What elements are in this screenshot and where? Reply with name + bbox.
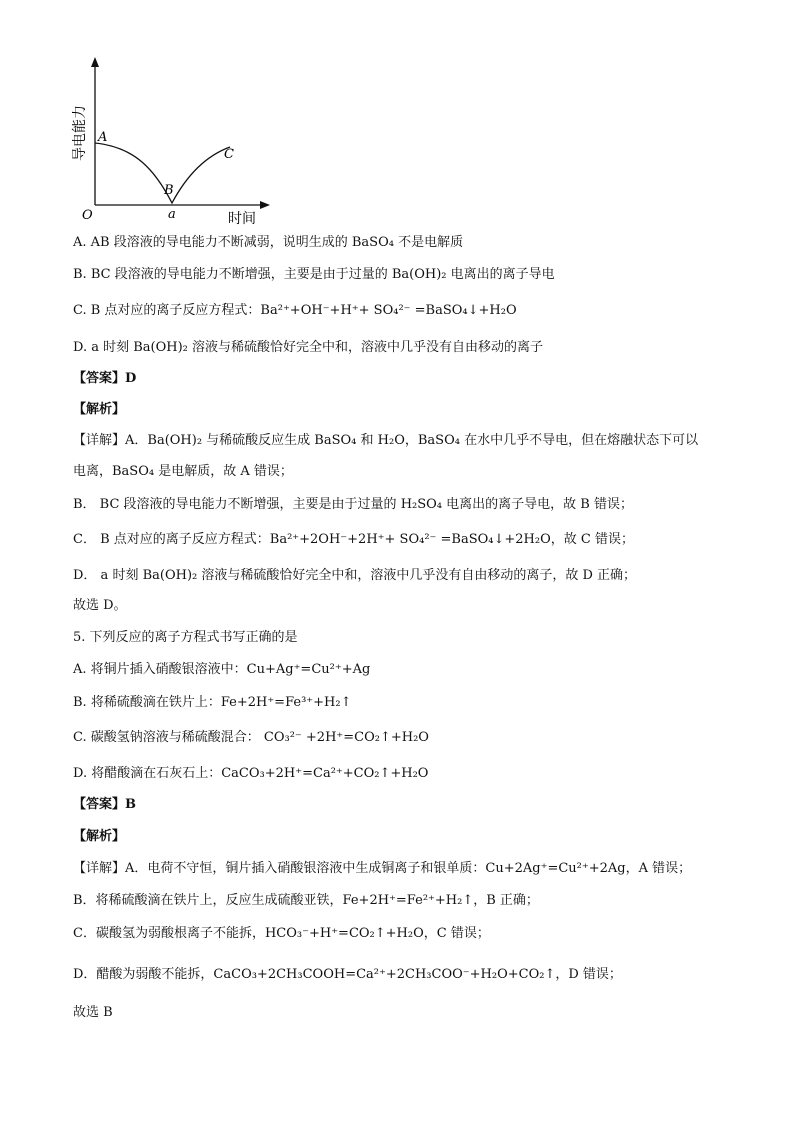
q5-detail-1: 【详解】A．电荷不守恒，铜片插入硝酸银溶液中生成铜离子和银单质：Cu+2Ag⁺=Cu²⁺+2Ag，A 错误； bbox=[73, 861, 692, 876]
q4-detail-3: B． BC 段溶液的导电能力不断增强，主要是由于过量的 H₂SO₄ 电离出的离子导电，故 B 错误； bbox=[73, 497, 633, 512]
q5-answer: 【答案】B bbox=[73, 797, 136, 812]
conductivity-graph bbox=[60, 55, 280, 230]
q4-detail-2: 电离，BaSO₄ 是电解质，故 A 错误； bbox=[73, 464, 293, 479]
q4-option-b: B. BC 段溶液的导电能力不断增强，主要是由于过量的 Ba(OH)₂ 电离出的离子导电 bbox=[73, 267, 555, 282]
point-c-label: C bbox=[224, 147, 234, 162]
q5-option-b: B. 将稀硫酸滴在铁片上：Fe+2H⁺=Fe³⁺+H₂↑ bbox=[73, 695, 352, 710]
q4-answer: 【答案】D bbox=[73, 371, 137, 386]
point-b-label: B bbox=[164, 183, 174, 198]
q4-option-c: C. B 点对应的离子反应方程式：Ba²⁺+OH⁻+H⁺+ SO₄²⁻ =BaSO₄↓+H₂O bbox=[73, 303, 517, 318]
origin-label: O bbox=[82, 208, 93, 223]
q4-detail-1: 【详解】A．Ba(OH)₂ 与稀硫酸反应生成 BaSO₄ 和 H₂O，BaSO₄ 在水中几乎不导电，但在熔融状态下可以 bbox=[73, 433, 699, 448]
q5-stem: 5. 下列反应的离子方程式书写正确的是 bbox=[73, 630, 298, 645]
q5-option-c: C. 碳酸氢钠溶液与稀硫酸混合： CO₃²⁻ +2H⁺=CO₂↑+H₂O bbox=[73, 730, 429, 745]
q5-conclusion: 故选 B bbox=[73, 1005, 113, 1020]
q5-option-d: D. 将醋酸滴在石灰石上：CaCO₃+2H⁺=Ca²⁺+CO₂↑+H₂O bbox=[73, 766, 429, 781]
y-axis-label: 导电能力 bbox=[72, 105, 88, 161]
q5-detail-3: C．碳酸氢为弱酸根离子不能拆，HCO₃⁻+H⁺=CO₂↑+H₂O，C 错误； bbox=[73, 926, 490, 941]
q5-detail-4: D．醋酸为弱酸不能拆，CaCO₃+2CH₃COOH=Ca²⁺+2CH₃COO⁻+H₂O+CO₂↑，D 错误； bbox=[73, 967, 622, 982]
q5-analysis: 【解析】 bbox=[73, 829, 126, 844]
q5-detail-2: B．将稀硫酸滴在铁片上，反应生成硫酸亚铁，Fe+2H⁺=Fe²⁺+H₂↑，B 正确； bbox=[73, 893, 539, 908]
q4-detail-5: D． a 时刻 Ba(OH)₂ 溶液与稀硫酸恰好完全中和，溶液中几乎没有自由移动的离子，故 D 正确； bbox=[73, 568, 637, 583]
q5-option-a: A. 将铜片插入硝酸银溶液中：Cu+Ag⁺=Cu²⁺+Ag bbox=[73, 662, 371, 677]
y-axis-arrow bbox=[91, 57, 99, 67]
q4-analysis: 【解析】 bbox=[73, 402, 126, 417]
q4-option-a: A. AB 段溶液的导电能力不断减弱，说明生成的 BaSO₄ 不是电解质 bbox=[73, 235, 464, 250]
q4-option-d: D. a 时刻 Ba(OH)₂ 溶液与稀硫酸恰好完全中和，溶液中几乎没有自由移动的离子 bbox=[73, 340, 544, 355]
conductivity-curve bbox=[95, 143, 230, 203]
q4-conclusion: 故选 D。 bbox=[73, 598, 127, 613]
x-axis-label: 时间 bbox=[228, 211, 256, 227]
tick-a-label: a bbox=[168, 207, 176, 222]
point-a-label: A bbox=[98, 130, 108, 145]
x-axis-arrow bbox=[260, 201, 270, 209]
q4-detail-4: C． B 点对应的离子反应方程式：Ba²⁺+2OH⁻+2H⁺+ SO₄²⁻ =BaSO₄↓+2H₂O，故 C 错误； bbox=[73, 532, 634, 547]
